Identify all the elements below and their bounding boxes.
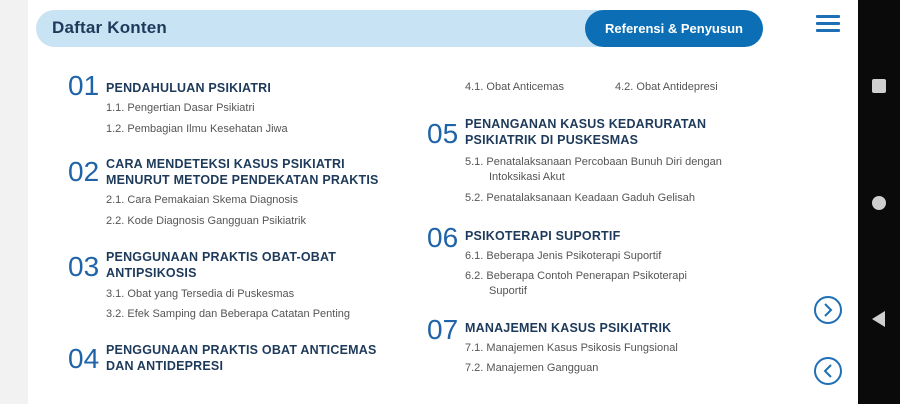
section-title-line2: PSIKIATRIK DI PUSKESMAS <box>465 133 639 147</box>
section-title: PSIKOTERAPI SUPORTIF <box>465 229 621 243</box>
section-title: MANAJEMEN KASUS PSIKIATRIK <box>465 321 672 335</box>
section-06[interactable] <box>427 222 767 302</box>
section-07[interactable] <box>427 314 767 384</box>
subsection-link[interactable]: 3.2. Efek Samping dan Beberapa Catatan Penting <box>106 308 351 320</box>
section-number: 01 <box>68 70 100 101</box>
recent-apps-icon[interactable] <box>872 79 886 93</box>
subsection-link[interactable]: 1.1. Pengertian Dasar Psikiatri <box>106 102 255 114</box>
subsection-link[interactable]: 7.1. Manajemen Kasus Psikosis Fungsional <box>465 342 678 354</box>
section-title-line2: DAN ANTIDEPRESI <box>106 359 224 373</box>
subsection-link[interactable]: 5.2. Penatalaksanaan Keadaan Gaduh Gelisah <box>465 192 695 204</box>
subsection-link[interactable]: 6.2. Beberapa Contoh Penerapan Psikoterapi <box>465 270 687 282</box>
section-02[interactable] <box>68 153 408 233</box>
subsection-link[interactable]: 3.1. Obat yang Tersedia di Puskesmas <box>106 288 295 300</box>
previous-page-button[interactable] <box>814 357 842 385</box>
section-title: PENDAHULUAN PSIKIATRI <box>106 81 272 95</box>
section-number: 06 <box>427 222 459 253</box>
subsection-link-cont[interactable]: Suportif <box>489 285 527 297</box>
subsection-link[interactable]: 5.1. Penatalaksanaan Percobaan Bunuh Diri dengan <box>465 156 722 168</box>
section-01[interactable] <box>68 72 408 142</box>
section-number: 07 <box>427 314 459 345</box>
section-number: 04 <box>68 343 100 374</box>
next-page-button[interactable] <box>814 296 842 324</box>
section-title-line1: PENGGUNAAN PRAKTIS OBAT-OBAT <box>106 250 337 264</box>
section-number: 03 <box>68 251 100 282</box>
side-panel <box>800 0 858 404</box>
subsection-link[interactable]: 2.1. Cara Pemakaian Skema Diagnosis <box>106 194 298 206</box>
subsection-link[interactable]: 6.1. Beberapa Jenis Psikoterapi Suportif <box>465 250 662 262</box>
references-button[interactable]: Referensi & Penyusun <box>585 10 763 47</box>
section-title-line1: PENGGUNAAN PRAKTIS OBAT ANTICEMAS <box>106 343 377 357</box>
section-title-line2: MENURUT METODE PENDEKATAN PRAKTIS <box>106 173 379 187</box>
subsection-link-cont[interactable]: Intoksikasi Akut <box>489 171 565 183</box>
section-04[interactable] <box>68 341 408 381</box>
section-number: 02 <box>68 156 100 187</box>
chevron-right-icon <box>822 303 834 317</box>
section-03[interactable] <box>68 248 408 328</box>
section-title-line1: PENANGANAN KASUS KEDARURATAN <box>465 117 707 131</box>
menu-icon[interactable] <box>816 12 840 34</box>
subsection-link[interactable]: 2.2. Kode Diagnosis Gangguan Psikiatrik <box>106 215 306 227</box>
page-title: Daftar Konten <box>52 18 167 37</box>
subsection-link[interactable]: 4.1. Obat Anticemas <box>465 81 565 93</box>
subsection-link[interactable]: 1.2. Pembagian Ilmu Kesehatan Jiwa <box>106 123 288 135</box>
section-title-line2: ANTIPSIKOSIS <box>106 266 197 280</box>
section-05[interactable] <box>427 116 767 211</box>
back-icon[interactable] <box>872 311 885 327</box>
subsection-link[interactable]: 7.2. Manajemen Gangguan <box>465 362 599 374</box>
section-title-line1: CARA MENDETEKSI KASUS PSIKIATRI <box>106 157 345 171</box>
subsection-link[interactable]: 4.2. Obat Antidepresi <box>615 81 718 93</box>
home-icon[interactable] <box>872 196 886 210</box>
chevron-left-icon <box>822 364 834 378</box>
section-number: 05 <box>427 118 459 149</box>
